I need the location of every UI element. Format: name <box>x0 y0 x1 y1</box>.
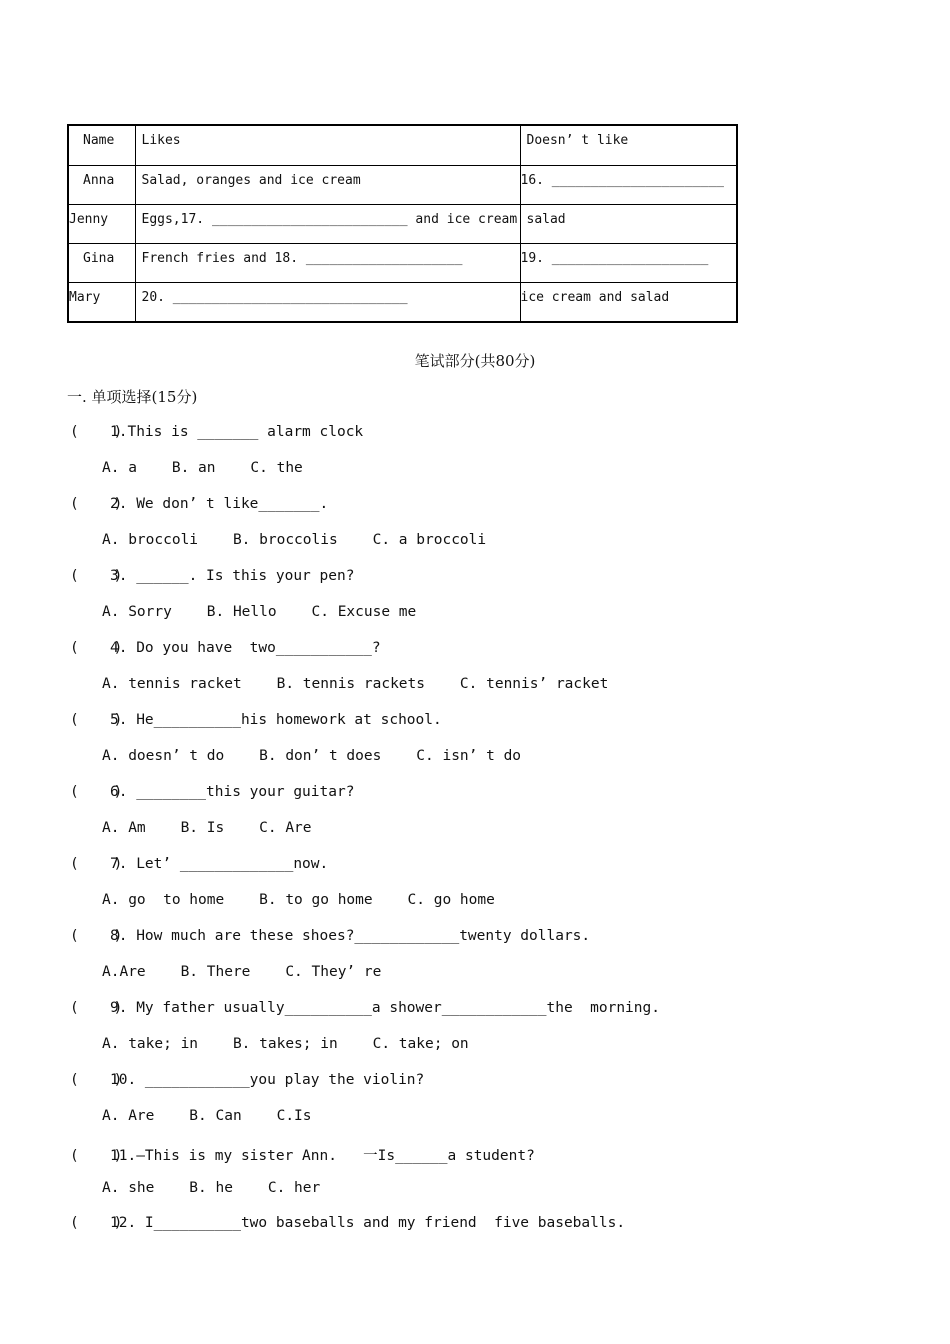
question-4-options: A. tennis racket B. tennis rackets C. tennis’ racket <box>102 676 609 692</box>
question-stem: 2. We don’ t like_______. <box>110 496 329 512</box>
row-name: Mary <box>69 282 135 321</box>
question-10-options: A. Are B. Can C.Is <box>102 1108 312 1124</box>
question-stem: 8. How much are these shoes?____________twenty dollars. <box>110 928 591 944</box>
row-likes: Salad, oranges and ice cream <box>135 165 520 204</box>
question-stem: 9. My father usually__________a shower____________the morning. <box>110 1000 660 1016</box>
header-name: Name <box>69 126 135 165</box>
row-dislikes: 19. ____________________ <box>520 243 736 282</box>
question-stem: 10. ____________you play the violin? <box>110 1072 425 1088</box>
table-row <box>69 204 736 243</box>
question-8-options: A.Are B. There C. They’ re <box>102 964 382 980</box>
question-stem: 1.This is _______ alarm clock <box>110 424 364 440</box>
question-6 <box>70 784 354 800</box>
section-title: 笔试部分(共80分) <box>414 352 536 370</box>
answer-blank[interactable]: ( ) <box>70 712 123 728</box>
question-3-options: A. Sorry B. Hello C. Excuse me <box>102 604 417 620</box>
question-stem: 4. Do you have two___________? <box>110 640 381 656</box>
question-9-options: A. take; in B. takes; in C. take; on <box>102 1036 469 1052</box>
question-stem: 6. ________this your guitar? <box>110 784 355 800</box>
question-2-options: A. broccoli B. broccolis C. a broccoli <box>102 532 487 548</box>
answer-blank[interactable]: ( ) <box>70 496 123 512</box>
question-10 <box>70 1072 424 1088</box>
food-preference-table <box>67 124 738 323</box>
question-2 <box>70 496 328 512</box>
question-4 <box>70 640 381 656</box>
answer-blank[interactable]: ( ) <box>70 424 123 440</box>
table-row <box>69 165 736 204</box>
table-row <box>69 243 736 282</box>
question-11-options: A. she B. he C. her <box>102 1180 321 1196</box>
question-stem: 12. I__________two baseballs and my friend five baseballs. <box>110 1215 626 1231</box>
answer-blank[interactable]: ( ) <box>70 568 123 584</box>
question-9 <box>70 1000 660 1016</box>
table-row <box>69 282 736 321</box>
question-12 <box>70 1215 625 1231</box>
answer-blank[interactable]: ( ) <box>70 784 123 800</box>
question-8 <box>70 928 590 944</box>
question-7-options: A. go to home B. to go home C. go home <box>102 892 495 908</box>
answer-blank[interactable]: ( ) <box>70 1000 123 1016</box>
answer-blank[interactable]: ( ) <box>70 856 123 872</box>
answer-blank[interactable]: ( ) <box>70 640 123 656</box>
question-5 <box>70 712 442 728</box>
answer-blank[interactable]: ( ) <box>70 1215 123 1231</box>
row-name: Anna <box>69 165 135 204</box>
answer-blank[interactable]: ( ) <box>70 928 123 944</box>
header-likes: Likes <box>135 126 520 165</box>
question-stem: 7. Let’ _____________now. <box>110 856 329 872</box>
question-11 <box>70 1144 535 1165</box>
row-dislikes: ice cream and salad <box>520 282 736 321</box>
row-likes: 20. ______________________________ <box>135 282 520 321</box>
part-heading: 一. 单项选择(15分) <box>67 388 198 406</box>
row-name: Gina <box>69 243 135 282</box>
row-dislikes: 16. ______________________ <box>520 165 736 204</box>
question-7 <box>70 856 328 872</box>
row-likes: French fries and 18. ____________________ <box>135 243 520 282</box>
answer-blank[interactable]: ( ) <box>70 1072 123 1088</box>
question-stem: 11.—This is my sister Ann. 一Is______a student? <box>110 1148 535 1164</box>
row-likes: Eggs,17. _________________________ and ice cream <box>135 204 520 243</box>
question-stem: 5. He__________his homework at school. <box>110 712 442 728</box>
header-doesnt-like: Doesn’ t like <box>520 126 736 165</box>
question-6-options: A. Am B. Is C. Are <box>102 820 312 836</box>
answer-blank[interactable]: ( ) <box>70 1148 123 1164</box>
question-stem: 3. ______. Is this your pen? <box>110 568 355 584</box>
question-1-options: A. a B. an C. the <box>102 460 303 476</box>
row-name: Jenny <box>69 204 135 243</box>
table-header-row <box>69 126 736 165</box>
row-dislikes: salad <box>520 204 736 243</box>
question-1 <box>70 424 363 440</box>
question-5-options: A. doesn’ t do B. don’ t does C. isn’ t do <box>102 748 522 764</box>
question-3 <box>70 568 354 584</box>
